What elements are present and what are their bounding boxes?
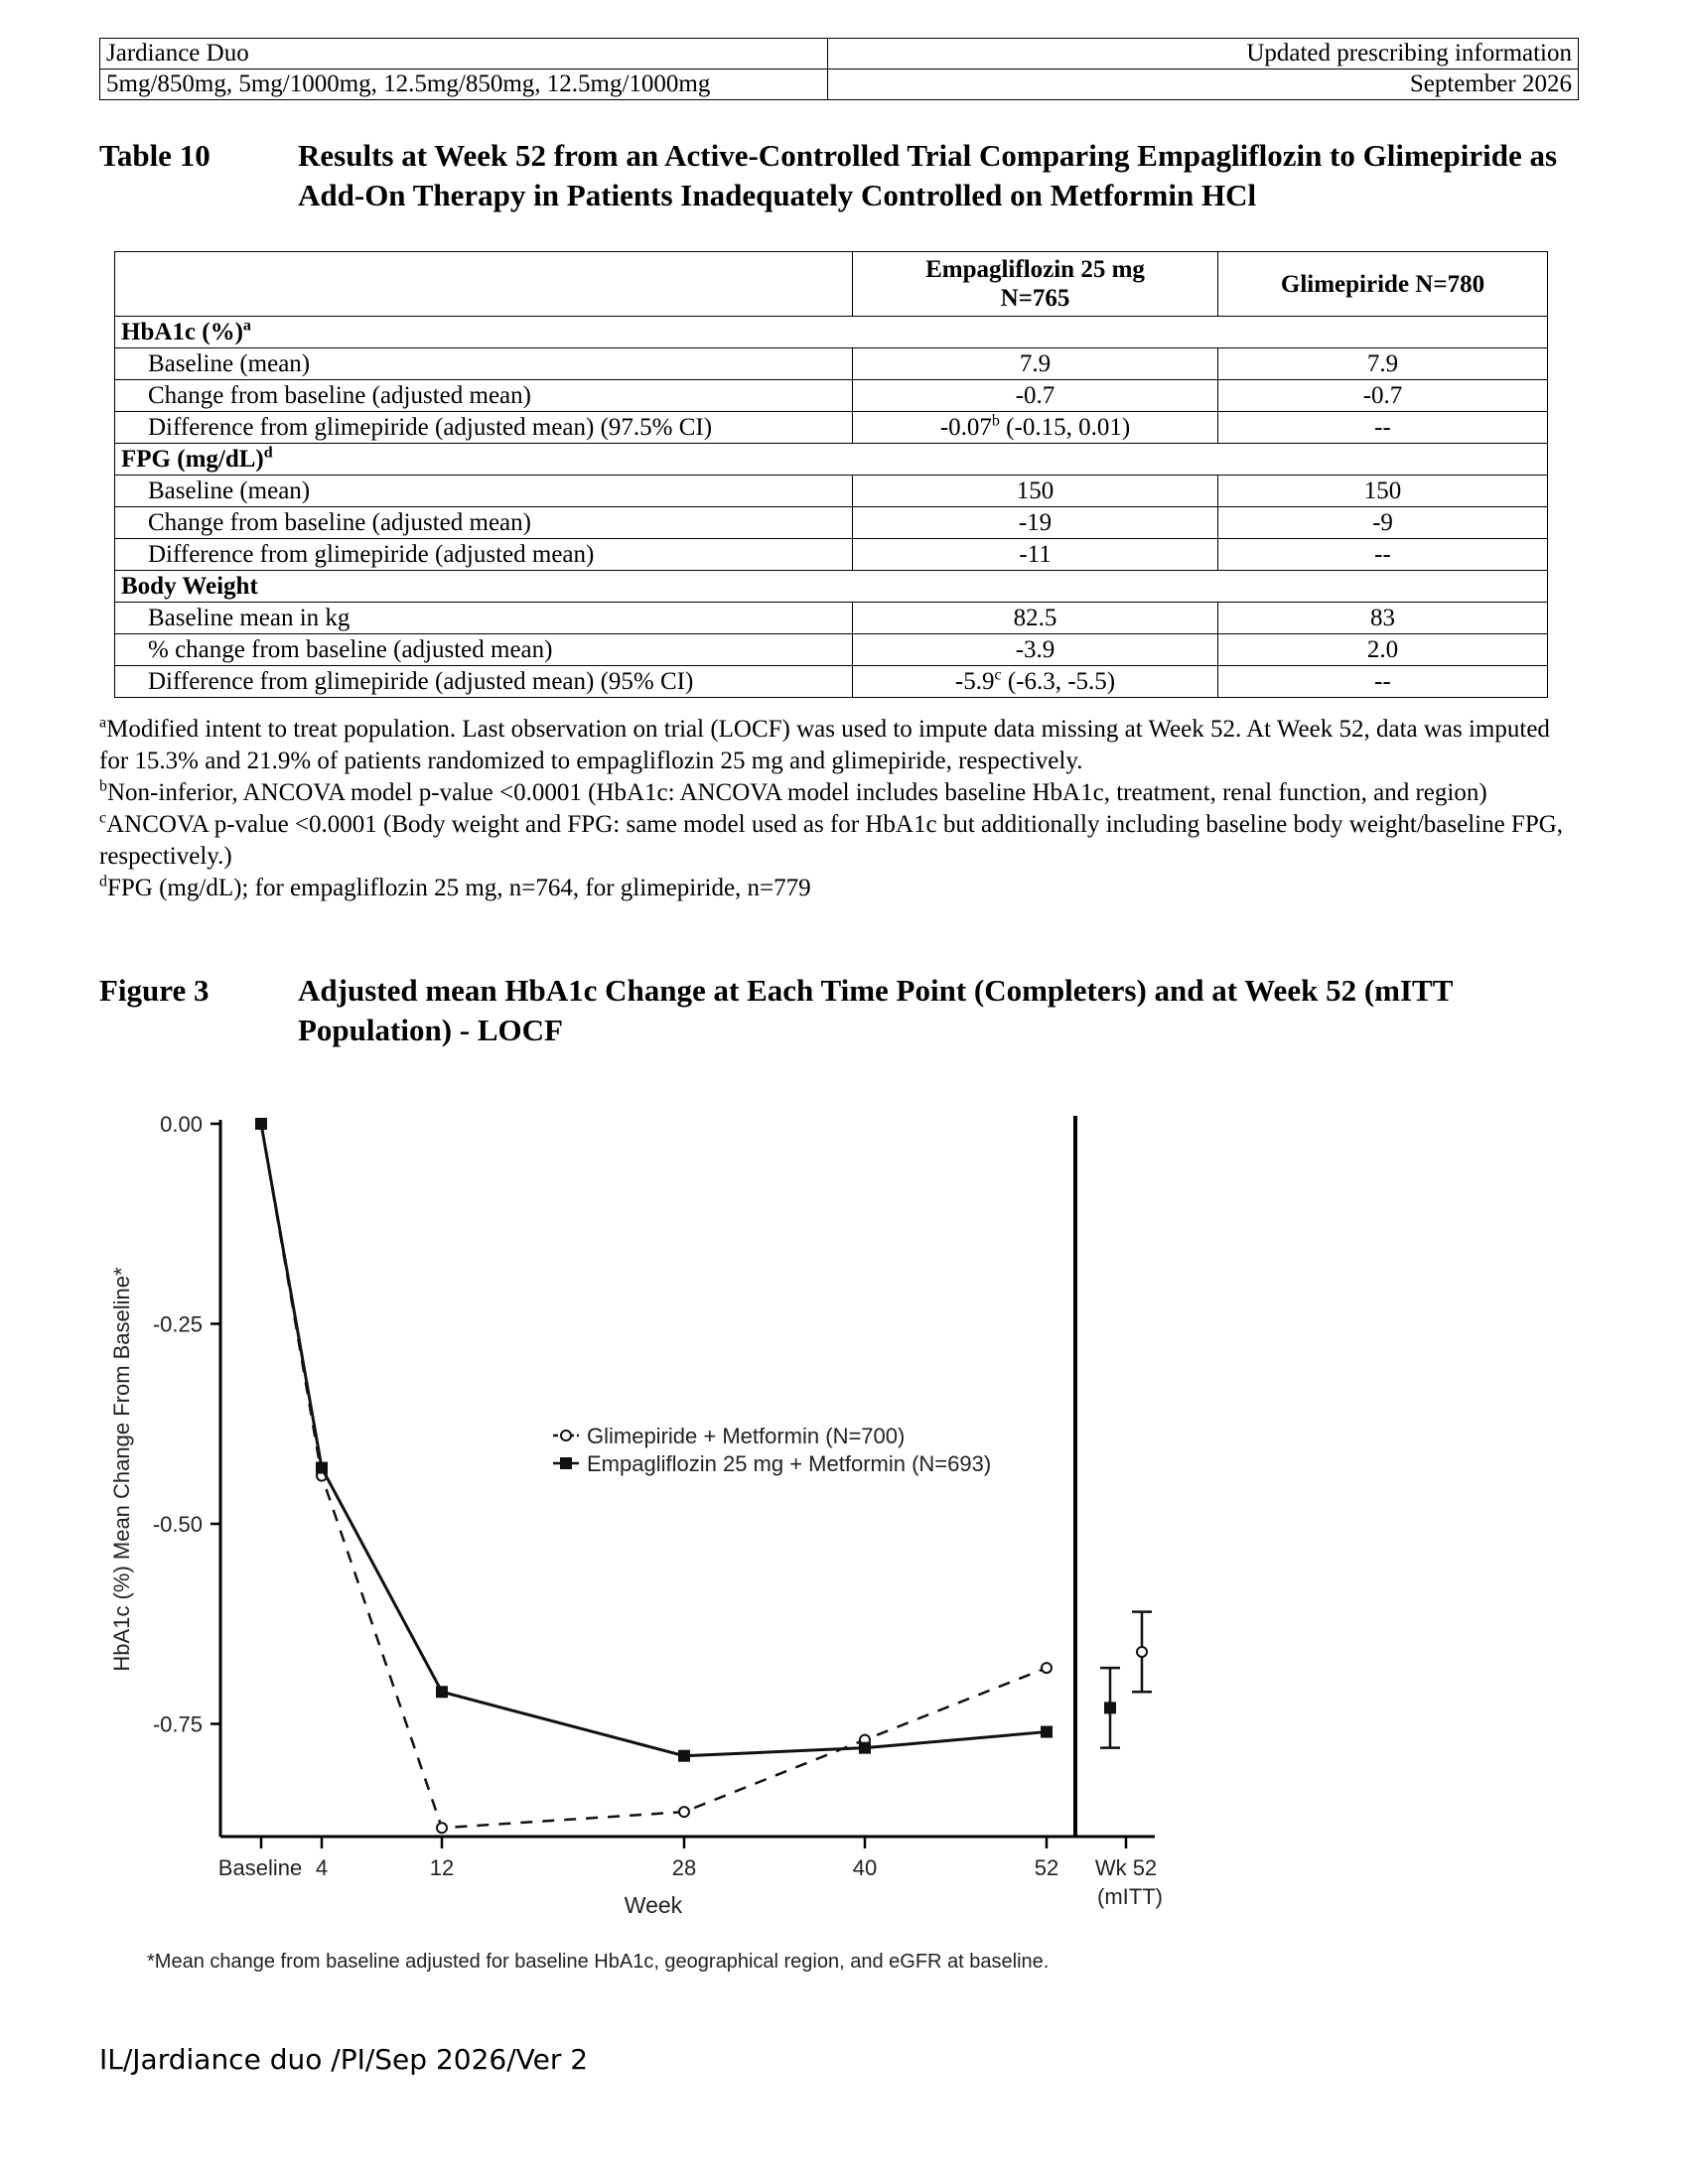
table-header-glimepiride: Glimepiride N=780 — [1218, 252, 1548, 317]
cell-empa: -19 — [853, 507, 1218, 539]
x-tick-label: 28 — [671, 1855, 697, 1880]
cell-glim: 150 — [1218, 476, 1548, 507]
cell-glim: -- — [1218, 412, 1548, 444]
legend-label: Glimepiride + Metformin (N=700) — [587, 1424, 906, 1448]
table-label: Table 10 — [99, 138, 211, 173]
cell-empa: -0.7 — [853, 380, 1218, 412]
row-label: Difference from glimepiride (adjusted mean) (97.5% CI) — [115, 412, 853, 444]
y-axis-title: HbA1c (%) Mean Change From Baseline* — [109, 1267, 134, 1672]
legend-marker — [560, 1457, 572, 1469]
section-heading-body-weight: Body Weight — [115, 571, 1548, 603]
mitt-point-glimepiride — [1137, 1647, 1147, 1657]
row-label: Baseline (mean) — [115, 348, 853, 380]
figure-label: Figure 3 — [99, 973, 210, 1008]
data-point-empagliflozin — [436, 1686, 448, 1698]
x-tick-label-mitt: Wk 52 — [1094, 1855, 1158, 1880]
col-empa-line2: N=765 — [1000, 285, 1070, 312]
footnote: $^d$FPG (mg/dL); for empagliflozin 25 mg, n=764, for glimepiride, n=779 — [99, 873, 811, 901]
row-label: Baseline (mean) — [115, 476, 853, 507]
cell-glim: -- — [1218, 539, 1548, 571]
footnote: $^b$Non-inferior, ANCOVA model p-value <0.0001 (HbA1c: ANCOVA model includes baseline HbA1c, treatment, renal function, and region) — [99, 777, 1487, 806]
x-tick-label: 4 — [315, 1855, 329, 1880]
page-footer: IL/Jardiance duo /PI/Sep 2026/Ver 2 — [99, 2043, 589, 2076]
figure-note: *Mean change from baseline adjusted for baseline HbA1c, geographical region, and eGFR at baseline. — [147, 1951, 1050, 1973]
y-tick-label: -0.75 — [152, 1711, 203, 1737]
row-label: Difference from glimepiride (adjusted mean) (95% CI) — [115, 666, 853, 698]
table-title: Results at Week 52 from an Active-Controlled Trial Comparing Empagliflozin to Glimepiride as Add-On Therapy in Patients Inadequately Controlled on Metformin HCl — [298, 138, 1558, 212]
data-point-glimepiride — [437, 1823, 447, 1833]
cell-glim: -0.7 — [1218, 380, 1548, 412]
figure-title: Adjusted mean HbA1c Change at Each Time Point (Completers) and at Week 52 (mITT Population) - LOCF — [298, 973, 1453, 1047]
data-point-glimepiride — [1042, 1663, 1052, 1673]
header-strengths: 5mg/850mg, 5mg/1000mg, 12.5mg/850mg, 12.5mg/1000mg — [100, 69, 828, 100]
data-point-empagliflozin — [678, 1750, 690, 1762]
cell-empa: 7.9 — [853, 348, 1218, 380]
cell-glim: -- — [1218, 666, 1548, 698]
row-label: % change from baseline (adjusted mean) — [115, 634, 853, 666]
cell-glim: 7.9 — [1218, 348, 1548, 380]
cell-empa: -11 — [853, 539, 1218, 571]
data-point-empagliflozin — [316, 1462, 328, 1474]
cell-empa: 82.5 — [853, 603, 1218, 634]
x-tick-label: 12 — [429, 1855, 455, 1880]
section-heading-fpg: FPG $(mg/dL)^d$ — [115, 444, 1548, 476]
legend-marker — [561, 1431, 571, 1440]
cell-glim: 2.0 — [1218, 634, 1548, 666]
row-label: Difference from glimepiride (adjusted mean) — [115, 539, 853, 571]
section-heading-hba1c: HbA1c (%)$^a$ — [115, 317, 1548, 348]
header-product: Jardiance Duo — [100, 39, 828, 69]
cell-empa: -0.07$^b$ (-0.15, 0.01) — [853, 412, 1218, 444]
cell-glim: -9 — [1218, 507, 1548, 539]
y-tick-label: -0.50 — [152, 1512, 203, 1537]
y-tick-label: -0.25 — [152, 1311, 203, 1337]
cell-glim: 83 — [1218, 603, 1548, 634]
header-date: September 2026 — [828, 69, 1579, 100]
header-doc-type: Updated prescribing information — [828, 39, 1579, 69]
mitt-point-empagliflozin — [1104, 1702, 1116, 1713]
x-tick-label: 40 — [852, 1855, 878, 1880]
x-tick-label: Baseline — [217, 1855, 303, 1880]
x-axis-title: Week — [624, 1892, 683, 1918]
data-point-empagliflozin — [1041, 1726, 1053, 1738]
y-tick-label: 0.00 — [160, 1112, 203, 1137]
row-label: Baseline mean in kg — [115, 603, 853, 634]
x-tick-label-mitt-2: (mITT) — [1097, 1884, 1163, 1909]
data-point-empagliflozin — [859, 1742, 871, 1754]
data-point-empagliflozin — [255, 1118, 267, 1130]
row-label: Change from baseline (adjusted mean) — [115, 507, 853, 539]
data-point-glimepiride — [679, 1807, 689, 1817]
cell-empa: 150 — [853, 476, 1218, 507]
row-label: Change from baseline (adjusted mean) — [115, 380, 853, 412]
col-empa-line1: Empagliflozin 25 mg — [925, 256, 1145, 283]
footnote: $^a$Modified intent to treat population. Last observation on trial (LOCF) was used to impute data missing at Week 52. At Week 52, data was imputed for 15.3% and 21.9% of patients randomized to empagliflozin 25 mg and glimepiride, respectively. — [99, 714, 1550, 774]
footnote: $^c$ANCOVA p-value <0.0001 (Body weight and FPG: same model used as for HbA1c but additionally including baseline body weight/baseline FPG, respectively.) — [99, 809, 1564, 870]
x-tick-label: 52 — [1034, 1855, 1059, 1880]
cell-empa: -5.9$^c$ (-6.3, -5.5) — [853, 666, 1218, 698]
legend-label: Empagliflozin 25 mg + Metformin (N=693) — [587, 1451, 992, 1476]
cell-empa: -3.9 — [853, 634, 1218, 666]
